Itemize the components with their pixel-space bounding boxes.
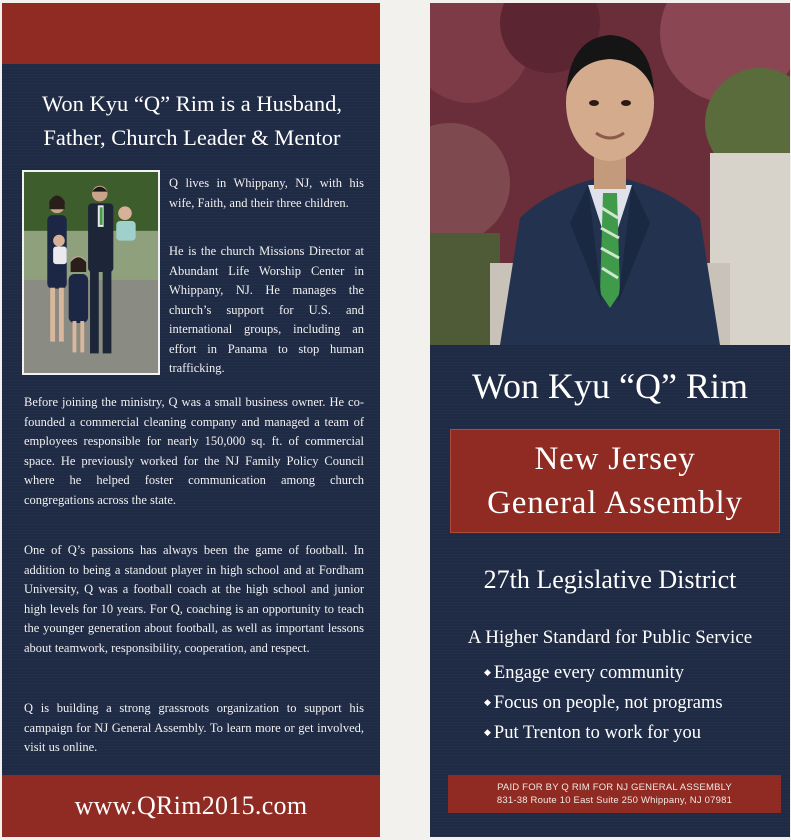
office-box [450, 429, 780, 533]
bio-heading [16, 87, 368, 155]
paid-for-line: PAID FOR BY Q RIM FOR NJ GENERAL ASSEMBLY [497, 782, 732, 793]
tagline: A Higher Standard for Public Service [467, 627, 753, 648]
office-line2: General Assembly [487, 485, 743, 521]
platform-item-text: Engage every community [493, 663, 684, 683]
website-band [2, 775, 380, 837]
bio-paragraph-campaign: Q is building a strong grassroots organization to support his campaign for NJ General Assembly. To learn more or get involved, visit us online. [24, 701, 364, 754]
bio-paragraph-business: Before joining the ministry, Q was a small business owner. He co-founded a commercial cleaning company and managed a team of employees responsible for nearly 150,000 sq. ft. of commercial space. He previously worked for the NJ Family Policy Council where he helped foster communication among church congregations across the state. [24, 395, 364, 507]
platform-item-text: Put Trenton to work for you [493, 723, 702, 743]
bio-heading-line2: Father, Church Leader & Mentor [43, 125, 341, 150]
platform-list [484, 658, 723, 748]
top-red-band [2, 3, 380, 64]
paid-for-address: 831-38 Route 10 East Suite 250 Whippany, NJ 07981 [496, 795, 733, 806]
diamond-bullet-icon: ◆ [484, 727, 491, 737]
bio-paragraph-family: Q lives in Whippany, NJ, with his wife, Faith, and their three children. [169, 176, 364, 210]
family-photo [22, 170, 160, 375]
diamond-bullet-icon: ◆ [484, 697, 491, 707]
paid-for-disclaimer [448, 775, 781, 813]
district-label: 27th Legislative District [483, 565, 737, 594]
brochure-back-panel [2, 3, 380, 837]
brochure-front-panel [430, 3, 790, 837]
website-link[interactable]: www.QRim2015.com [74, 791, 308, 820]
office-line1: New Jersey [534, 441, 696, 477]
candidate-portrait [430, 3, 790, 345]
candidate-name: Won Kyu “Q” Rim [471, 366, 749, 406]
bio-heading-line1: Won Kyu “Q” Rim is a Husband, [41, 91, 343, 116]
platform-item [484, 658, 723, 688]
platform-item [484, 718, 723, 748]
bio-paragraph-football: One of Q’s passions has always been the game of football. In addition to being a standout player in high school and at Fordham University, Q was a football coach at the high school and junior high levels for 10 years. For Q, coaching is an opportunity to teach the younger generation about football, as well as important lessons about teamwork, responsibility, cooperation, and respect. [24, 543, 364, 655]
platform-item-text: Focus on people, not programs [493, 693, 723, 713]
bio-paragraph-ministry: He is the church Missions Director at Abundant Life Worship Center in Whippany, NJ. He manages the church’s support for U.S. and international groups, including an effort in Panama to stop human trafficking. [169, 244, 364, 375]
diamond-bullet-icon: ◆ [484, 667, 491, 677]
platform-item [484, 688, 723, 718]
